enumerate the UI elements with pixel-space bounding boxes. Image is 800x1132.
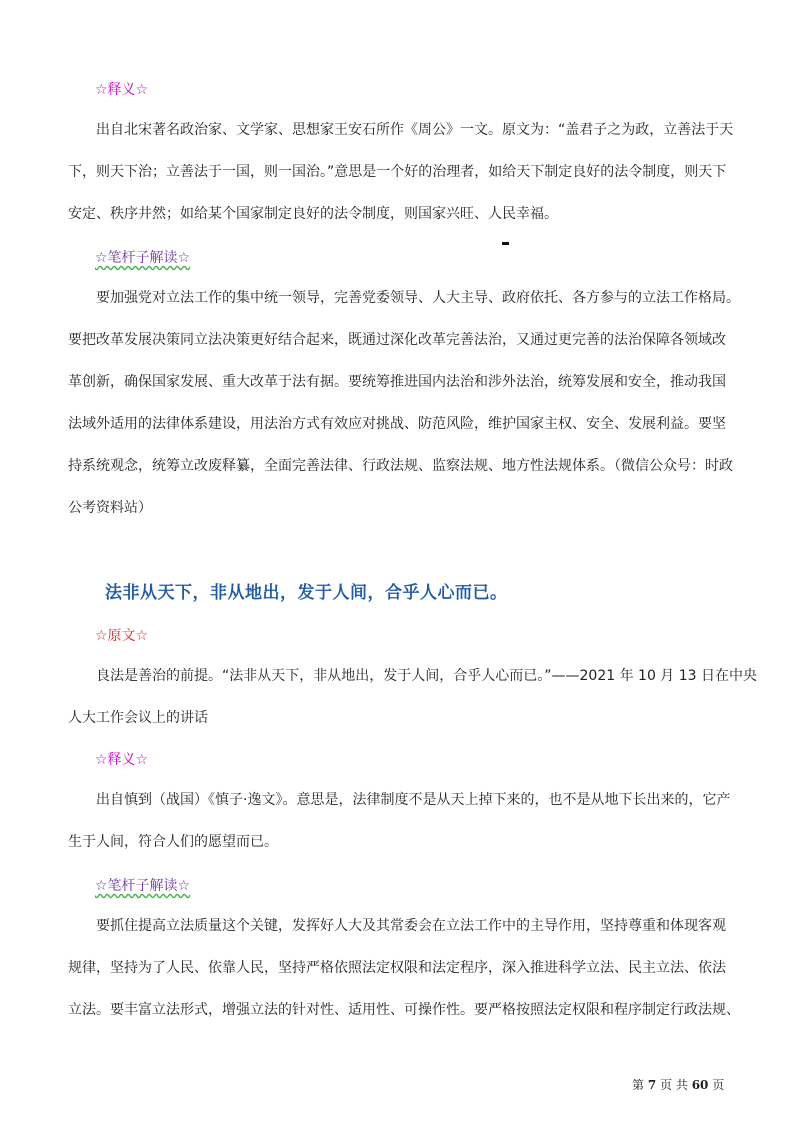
original-paragraph xyxy=(68,655,758,739)
paragraph-line: 良法是善治的前提。“法非从天下，非从地出，发于人间，合乎人心而已。”——2021 年 10 月 13 日在中央 xyxy=(96,668,758,684)
paragraph-line: 公考资料站） xyxy=(68,500,152,516)
paragraph-line: 出自北宋著名政治家、文学家、思想家王安石所作《周公》一文。原文为：“盖君子之为政，立善法于天 xyxy=(96,122,734,138)
interpretation-paragraph xyxy=(68,905,738,1031)
interpretation-paragraph xyxy=(68,277,738,529)
paragraph-line: 出自慎到（战国）《慎子·逸文》。意思是，法律制度不是从天上掉下来的，也不是从地下长出来的，它产 xyxy=(96,792,731,808)
footer-suffix: 页 xyxy=(712,1078,725,1092)
page-number-footer xyxy=(632,1076,724,1093)
total-page-count: 60 xyxy=(691,1078,709,1092)
interpretation-label: ☆笔杆子解读☆ xyxy=(95,878,191,894)
paragraph-line: 立法。要丰富立法形式，增强立法的针对性、适用性、可操作性。要严格按照法定权限和程序制定行政法规、 xyxy=(68,1002,740,1018)
meaning-label: ☆释义☆ xyxy=(95,82,149,98)
paragraph-line: 人大工作会议上的讲话 xyxy=(68,710,208,726)
original-label: ☆原文☆ xyxy=(95,628,149,644)
paragraph-line: 法域外适用的法律体系建设，用法治方式有效应对挑战、防范风险，维护国家主权、安全、发展利益。要坚 xyxy=(68,416,726,432)
paragraph-line: 生于人间，符合人们的愿望而已。 xyxy=(68,834,278,850)
paragraph-line: 革创新，确保国家发展、重大改革于法有据。要统筹推进国内法治和涉外法治，统筹发展和安全，推动我国 xyxy=(68,374,726,390)
paragraph-line: 持系统观念，统筹立改废释纂，全面完善法律、行政法规、监察法规、地方性法规体系。（微信公众号：时政 xyxy=(68,458,733,474)
meaning-paragraph xyxy=(68,779,738,863)
current-page-number: 7 xyxy=(647,1078,657,1092)
footer-prefix: 第 xyxy=(632,1078,645,1092)
interpretation-label: ☆笔杆子解读☆ xyxy=(95,250,191,266)
paragraph-line: 要加强党对立法工作的集中统一领导，完善党委领导、人大主导、政府依托、各方参与的立法工作格局。 xyxy=(96,290,740,306)
quote-heading: 法非从天下，非从地出，发于人间，合乎人心而已。 xyxy=(105,583,508,603)
paragraph-line: 安定、秩序井然；如给某个国家制定良好的法令制度，则国家兴旺、人民幸福。 xyxy=(68,206,558,222)
paragraph-line: 要把改革发展决策同立法决策更好结合起来，既通过深化改革完善法治，又通过更完善的法治保障各领域改 xyxy=(68,332,726,348)
stray-dash-mark xyxy=(502,242,509,245)
meaning-label: ☆释义☆ xyxy=(95,752,149,768)
paragraph-line: 要抓住提高立法质量这个关键，发挥好人大及其常委会在立法工作中的主导作用，坚持尊重和体现客观 xyxy=(96,918,726,934)
paragraph-line: 规律，坚持为了人民、依靠人民，坚持严格依照法定权限和法定程序，深入推进科学立法、民主立法、依法 xyxy=(68,960,726,976)
meaning-paragraph xyxy=(68,109,738,235)
paragraph-line: 下，则天下治；立善法于一国，则一国治。”意思是一个好的治理者，如给天下制定良好的法令制度，则天下 xyxy=(68,164,727,180)
footer-middle: 页 共 xyxy=(660,1078,688,1092)
